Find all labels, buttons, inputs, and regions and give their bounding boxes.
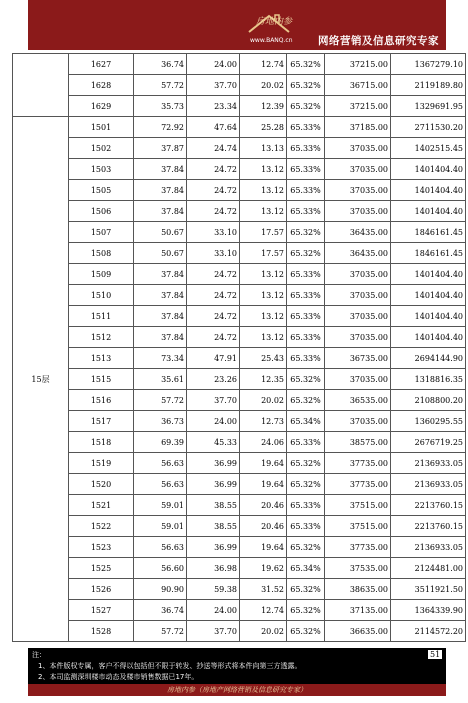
shared-area-cell: 20.46 xyxy=(240,516,287,537)
ratio-cell: 65.34% xyxy=(287,411,325,432)
unit-number-cell: 1628 xyxy=(69,75,134,96)
ratio-cell: 65.33% xyxy=(287,180,325,201)
inner-area-cell: 45.33 xyxy=(187,432,240,453)
shared-area-cell: 20.02 xyxy=(240,390,287,411)
note-line-1: 1、本件版权专属，客户不得以包括但不限于转发、抄送等形式将本件向第三方透露。 xyxy=(38,662,302,670)
unit-price-cell: 38575.00 xyxy=(325,432,391,453)
unit-price-cell: 37035.00 xyxy=(325,411,391,432)
area-cell: 37.84 xyxy=(134,327,187,348)
table-row xyxy=(13,159,466,180)
unit-price-cell: 37515.00 xyxy=(325,495,391,516)
header-title: 网络营销及信息研究专家 xyxy=(318,35,439,47)
table-row xyxy=(13,180,466,201)
shared-area-cell: 25.28 xyxy=(240,117,287,138)
unit-number-cell: 1509 xyxy=(69,264,134,285)
table-row xyxy=(13,75,466,96)
area-cell: 59.01 xyxy=(134,495,187,516)
floor-cell xyxy=(13,54,69,117)
unit-number-cell: 1519 xyxy=(69,453,134,474)
area-cell: 37.87 xyxy=(134,138,187,159)
unit-price-cell: 37035.00 xyxy=(325,327,391,348)
table-row xyxy=(13,390,466,411)
inner-area-cell: 24.72 xyxy=(187,264,240,285)
unit-price-cell: 37035.00 xyxy=(325,369,391,390)
unit-price-cell: 36435.00 xyxy=(325,222,391,243)
floor-cell: 15层 xyxy=(13,117,69,642)
unit-number-cell: 1505 xyxy=(69,180,134,201)
area-cell: 59.01 xyxy=(134,516,187,537)
unit-price-cell: 37135.00 xyxy=(325,600,391,621)
total-price-cell: 2136933.05 xyxy=(391,453,466,474)
inner-area-cell: 37.70 xyxy=(187,390,240,411)
total-price-cell: 2108800.20 xyxy=(391,390,466,411)
table-row xyxy=(13,54,466,75)
area-cell: 37.84 xyxy=(134,285,187,306)
table-row xyxy=(13,117,466,138)
shared-area-cell: 19.64 xyxy=(240,453,287,474)
ratio-cell: 65.32% xyxy=(287,537,325,558)
table-row xyxy=(13,327,466,348)
area-cell: 35.73 xyxy=(134,96,187,117)
unit-number-cell: 1525 xyxy=(69,558,134,579)
unit-number-cell: 1528 xyxy=(69,621,134,642)
unit-price-cell: 37035.00 xyxy=(325,306,391,327)
total-price-cell: 1401404.40 xyxy=(391,285,466,306)
unit-number-cell: 1515 xyxy=(69,369,134,390)
ratio-cell: 65.33% xyxy=(287,306,325,327)
ratio-cell: 65.33% xyxy=(287,201,325,222)
unit-number-cell: 1502 xyxy=(69,138,134,159)
table-row xyxy=(13,453,466,474)
area-cell: 50.67 xyxy=(134,243,187,264)
total-price-cell: 2136933.05 xyxy=(391,537,466,558)
inner-area-cell: 38.55 xyxy=(187,495,240,516)
unit-price-cell: 37515.00 xyxy=(325,516,391,537)
unit-price-cell: 37035.00 xyxy=(325,201,391,222)
total-price-cell: 1401404.40 xyxy=(391,327,466,348)
unit-number-cell: 1629 xyxy=(69,96,134,117)
inner-area-cell: 23.34 xyxy=(187,96,240,117)
shared-area-cell: 17.57 xyxy=(240,222,287,243)
total-price-cell: 1402515.45 xyxy=(391,138,466,159)
unit-number-cell: 1510 xyxy=(69,285,134,306)
shared-area-cell: 20.02 xyxy=(240,75,287,96)
unit-price-cell: 37185.00 xyxy=(325,117,391,138)
table-row xyxy=(13,516,466,537)
unit-number-cell: 1506 xyxy=(69,201,134,222)
ratio-cell: 65.32% xyxy=(287,600,325,621)
shared-area-cell: 13.12 xyxy=(240,306,287,327)
total-price-cell: 1401404.40 xyxy=(391,306,466,327)
total-price-cell: 2119189.80 xyxy=(391,75,466,96)
price-table xyxy=(12,53,466,642)
shared-area-cell: 31.52 xyxy=(240,579,287,600)
ratio-cell: 65.33% xyxy=(287,138,325,159)
table-row xyxy=(13,432,466,453)
inner-area-cell: 36.98 xyxy=(187,558,240,579)
area-cell: 37.84 xyxy=(134,306,187,327)
ratio-cell: 65.32% xyxy=(287,54,325,75)
total-price-cell: 2114572.20 xyxy=(391,621,466,642)
unit-price-cell: 37735.00 xyxy=(325,453,391,474)
shared-area-cell: 12.39 xyxy=(240,96,287,117)
table-row xyxy=(13,600,466,621)
area-cell: 56.60 xyxy=(134,558,187,579)
unit-number-cell: 1627 xyxy=(69,54,134,75)
inner-area-cell: 24.72 xyxy=(187,159,240,180)
inner-area-cell: 36.99 xyxy=(187,474,240,495)
unit-price-cell: 37035.00 xyxy=(325,138,391,159)
inner-area-cell: 24.74 xyxy=(187,138,240,159)
inner-area-cell: 36.99 xyxy=(187,453,240,474)
unit-price-cell: 36535.00 xyxy=(325,390,391,411)
unit-price-cell: 37735.00 xyxy=(325,537,391,558)
unit-price-cell: 37215.00 xyxy=(325,54,391,75)
total-price-cell: 1846161.45 xyxy=(391,243,466,264)
ratio-cell: 65.33% xyxy=(287,495,325,516)
inner-area-cell: 38.55 xyxy=(187,516,240,537)
total-price-cell: 1329691.95 xyxy=(391,96,466,117)
table-row xyxy=(13,369,466,390)
ratio-cell: 65.34% xyxy=(287,558,325,579)
total-price-cell: 1401404.40 xyxy=(391,201,466,222)
total-price-cell: 2136933.05 xyxy=(391,474,466,495)
total-price-cell: 1401404.40 xyxy=(391,264,466,285)
table-row xyxy=(13,579,466,600)
shared-area-cell: 19.62 xyxy=(240,558,287,579)
area-cell: 37.84 xyxy=(134,159,187,180)
notes-label: 注： xyxy=(32,651,46,659)
notes-panel xyxy=(28,648,446,684)
inner-area-cell: 24.00 xyxy=(187,600,240,621)
unit-price-cell: 38635.00 xyxy=(325,579,391,600)
ratio-cell: 65.33% xyxy=(287,432,325,453)
ratio-cell: 65.32% xyxy=(287,579,325,600)
inner-area-cell: 59.38 xyxy=(187,579,240,600)
unit-price-cell: 37215.00 xyxy=(325,96,391,117)
shared-area-cell: 13.12 xyxy=(240,327,287,348)
total-price-cell: 2213760.15 xyxy=(391,516,466,537)
ratio-cell: 65.33% xyxy=(287,159,325,180)
inner-area-cell: 24.72 xyxy=(187,180,240,201)
inner-area-cell: 33.10 xyxy=(187,243,240,264)
area-cell: 56.63 xyxy=(134,537,187,558)
shared-area-cell: 13.12 xyxy=(240,180,287,201)
shared-area-cell: 13.12 xyxy=(240,201,287,222)
unit-price-cell: 36735.00 xyxy=(325,348,391,369)
ratio-cell: 65.32% xyxy=(287,390,325,411)
inner-area-cell: 24.72 xyxy=(187,201,240,222)
table-row xyxy=(13,222,466,243)
unit-number-cell: 1522 xyxy=(69,516,134,537)
area-cell: 72.92 xyxy=(134,117,187,138)
unit-number-cell: 1518 xyxy=(69,432,134,453)
area-cell: 57.72 xyxy=(134,390,187,411)
page-number: 51 xyxy=(430,650,441,659)
ratio-cell: 65.33% xyxy=(287,327,325,348)
total-price-cell: 1367279.10 xyxy=(391,54,466,75)
shared-area-cell: 13.13 xyxy=(240,138,287,159)
inner-area-cell: 24.72 xyxy=(187,327,240,348)
unit-number-cell: 1511 xyxy=(69,306,134,327)
area-cell: 50.67 xyxy=(134,222,187,243)
shared-area-cell: 13.12 xyxy=(240,159,287,180)
ratio-cell: 65.33% xyxy=(287,285,325,306)
total-price-cell: 1318816.35 xyxy=(391,369,466,390)
shared-area-cell: 20.46 xyxy=(240,495,287,516)
area-cell: 56.63 xyxy=(134,474,187,495)
table-row xyxy=(13,138,466,159)
inner-area-cell: 36.99 xyxy=(187,537,240,558)
inner-area-cell: 24.72 xyxy=(187,285,240,306)
ratio-cell: 65.32% xyxy=(287,243,325,264)
table-row xyxy=(13,348,466,369)
page-footer xyxy=(28,684,446,696)
unit-number-cell: 1507 xyxy=(69,222,134,243)
unit-number-cell: 1516 xyxy=(69,390,134,411)
inner-area-cell: 24.00 xyxy=(187,411,240,432)
unit-number-cell: 1501 xyxy=(69,117,134,138)
inner-area-cell: 37.70 xyxy=(187,621,240,642)
total-price-cell: 2213760.15 xyxy=(391,495,466,516)
unit-number-cell: 1521 xyxy=(69,495,134,516)
table-row xyxy=(13,474,466,495)
total-price-cell: 1401404.40 xyxy=(391,180,466,201)
area-cell: 56.63 xyxy=(134,453,187,474)
total-price-cell: 2124481.00 xyxy=(391,558,466,579)
table-row xyxy=(13,285,466,306)
area-cell: 37.84 xyxy=(134,180,187,201)
shared-area-cell: 17.57 xyxy=(240,243,287,264)
area-cell: 35.61 xyxy=(134,369,187,390)
total-price-cell: 1360295.55 xyxy=(391,411,466,432)
shared-area-cell: 12.73 xyxy=(240,411,287,432)
unit-number-cell: 1512 xyxy=(69,327,134,348)
shared-area-cell: 19.64 xyxy=(240,474,287,495)
total-price-cell: 2711530.20 xyxy=(391,117,466,138)
area-cell: 57.72 xyxy=(134,621,187,642)
ratio-cell: 65.32% xyxy=(287,453,325,474)
note-line-2: 2、本司监测深圳楼市动态及楼市销售数据已17年。 xyxy=(38,673,199,681)
unit-number-cell: 1503 xyxy=(69,159,134,180)
table-row xyxy=(13,243,466,264)
unit-price-cell: 37535.00 xyxy=(325,558,391,579)
area-cell: 69.39 xyxy=(134,432,187,453)
area-cell: 57.72 xyxy=(134,75,187,96)
shared-area-cell: 13.12 xyxy=(240,285,287,306)
unit-price-cell: 36635.00 xyxy=(325,621,391,642)
logo-url: www.BANQ.cn xyxy=(250,37,293,44)
area-cell: 36.73 xyxy=(134,411,187,432)
area-cell: 90.90 xyxy=(134,579,187,600)
unit-number-cell: 1527 xyxy=(69,600,134,621)
ratio-cell: 65.32% xyxy=(287,621,325,642)
table-row xyxy=(13,537,466,558)
table-row xyxy=(13,495,466,516)
unit-price-cell: 37035.00 xyxy=(325,264,391,285)
inner-area-cell: 33.10 xyxy=(187,222,240,243)
unit-number-cell: 1520 xyxy=(69,474,134,495)
total-price-cell: 3511921.50 xyxy=(391,579,466,600)
table-row xyxy=(13,306,466,327)
inner-area-cell: 47.64 xyxy=(187,117,240,138)
area-cell: 37.84 xyxy=(134,201,187,222)
total-price-cell: 1364339.90 xyxy=(391,600,466,621)
total-price-cell: 2694144.90 xyxy=(391,348,466,369)
inner-area-cell: 23.26 xyxy=(187,369,240,390)
inner-area-cell: 37.70 xyxy=(187,75,240,96)
table-row xyxy=(13,96,466,117)
ratio-cell: 65.32% xyxy=(287,222,325,243)
unit-price-cell: 37735.00 xyxy=(325,474,391,495)
shared-area-cell: 19.64 xyxy=(240,537,287,558)
ratio-cell: 65.32% xyxy=(287,96,325,117)
table-row xyxy=(13,264,466,285)
total-price-cell: 1846161.45 xyxy=(391,222,466,243)
shared-area-cell: 24.06 xyxy=(240,432,287,453)
shared-area-cell: 13.12 xyxy=(240,264,287,285)
unit-number-cell: 1517 xyxy=(69,411,134,432)
area-cell: 73.34 xyxy=(134,348,187,369)
unit-number-cell: 1513 xyxy=(69,348,134,369)
unit-price-cell: 37035.00 xyxy=(325,285,391,306)
ratio-cell: 65.32% xyxy=(287,474,325,495)
shared-area-cell: 25.43 xyxy=(240,348,287,369)
ratio-cell: 65.33% xyxy=(287,264,325,285)
unit-price-cell: 36715.00 xyxy=(325,75,391,96)
unit-number-cell: 1526 xyxy=(69,579,134,600)
inner-area-cell: 47.91 xyxy=(187,348,240,369)
unit-number-cell: 1523 xyxy=(69,537,134,558)
total-price-cell: 2676719.25 xyxy=(391,432,466,453)
unit-price-cell: 37035.00 xyxy=(325,180,391,201)
unit-price-cell: 37035.00 xyxy=(325,159,391,180)
shared-area-cell: 12.74 xyxy=(240,54,287,75)
ratio-cell: 65.33% xyxy=(287,516,325,537)
ratio-cell: 65.32% xyxy=(287,75,325,96)
unit-number-cell: 1508 xyxy=(69,243,134,264)
footer-text: 房地内参（房地产网络营销及信息研究专家） xyxy=(167,686,307,694)
area-cell: 36.74 xyxy=(134,54,187,75)
logo-text: 房地内参 xyxy=(256,17,293,27)
area-cell: 37.84 xyxy=(134,264,187,285)
table-row xyxy=(13,201,466,222)
ratio-cell: 65.32% xyxy=(287,369,325,390)
area-cell: 36.74 xyxy=(134,600,187,621)
inner-area-cell: 24.00 xyxy=(187,54,240,75)
table-row xyxy=(13,558,466,579)
table-row xyxy=(13,411,466,432)
ratio-cell: 65.33% xyxy=(287,348,325,369)
shared-area-cell: 12.74 xyxy=(240,600,287,621)
table-row xyxy=(13,621,466,642)
shared-area-cell: 12.35 xyxy=(240,369,287,390)
ratio-cell: 65.33% xyxy=(287,117,325,138)
total-price-cell: 1401404.40 xyxy=(391,159,466,180)
inner-area-cell: 24.72 xyxy=(187,306,240,327)
shared-area-cell: 20.02 xyxy=(240,621,287,642)
unit-price-cell: 36435.00 xyxy=(325,243,391,264)
